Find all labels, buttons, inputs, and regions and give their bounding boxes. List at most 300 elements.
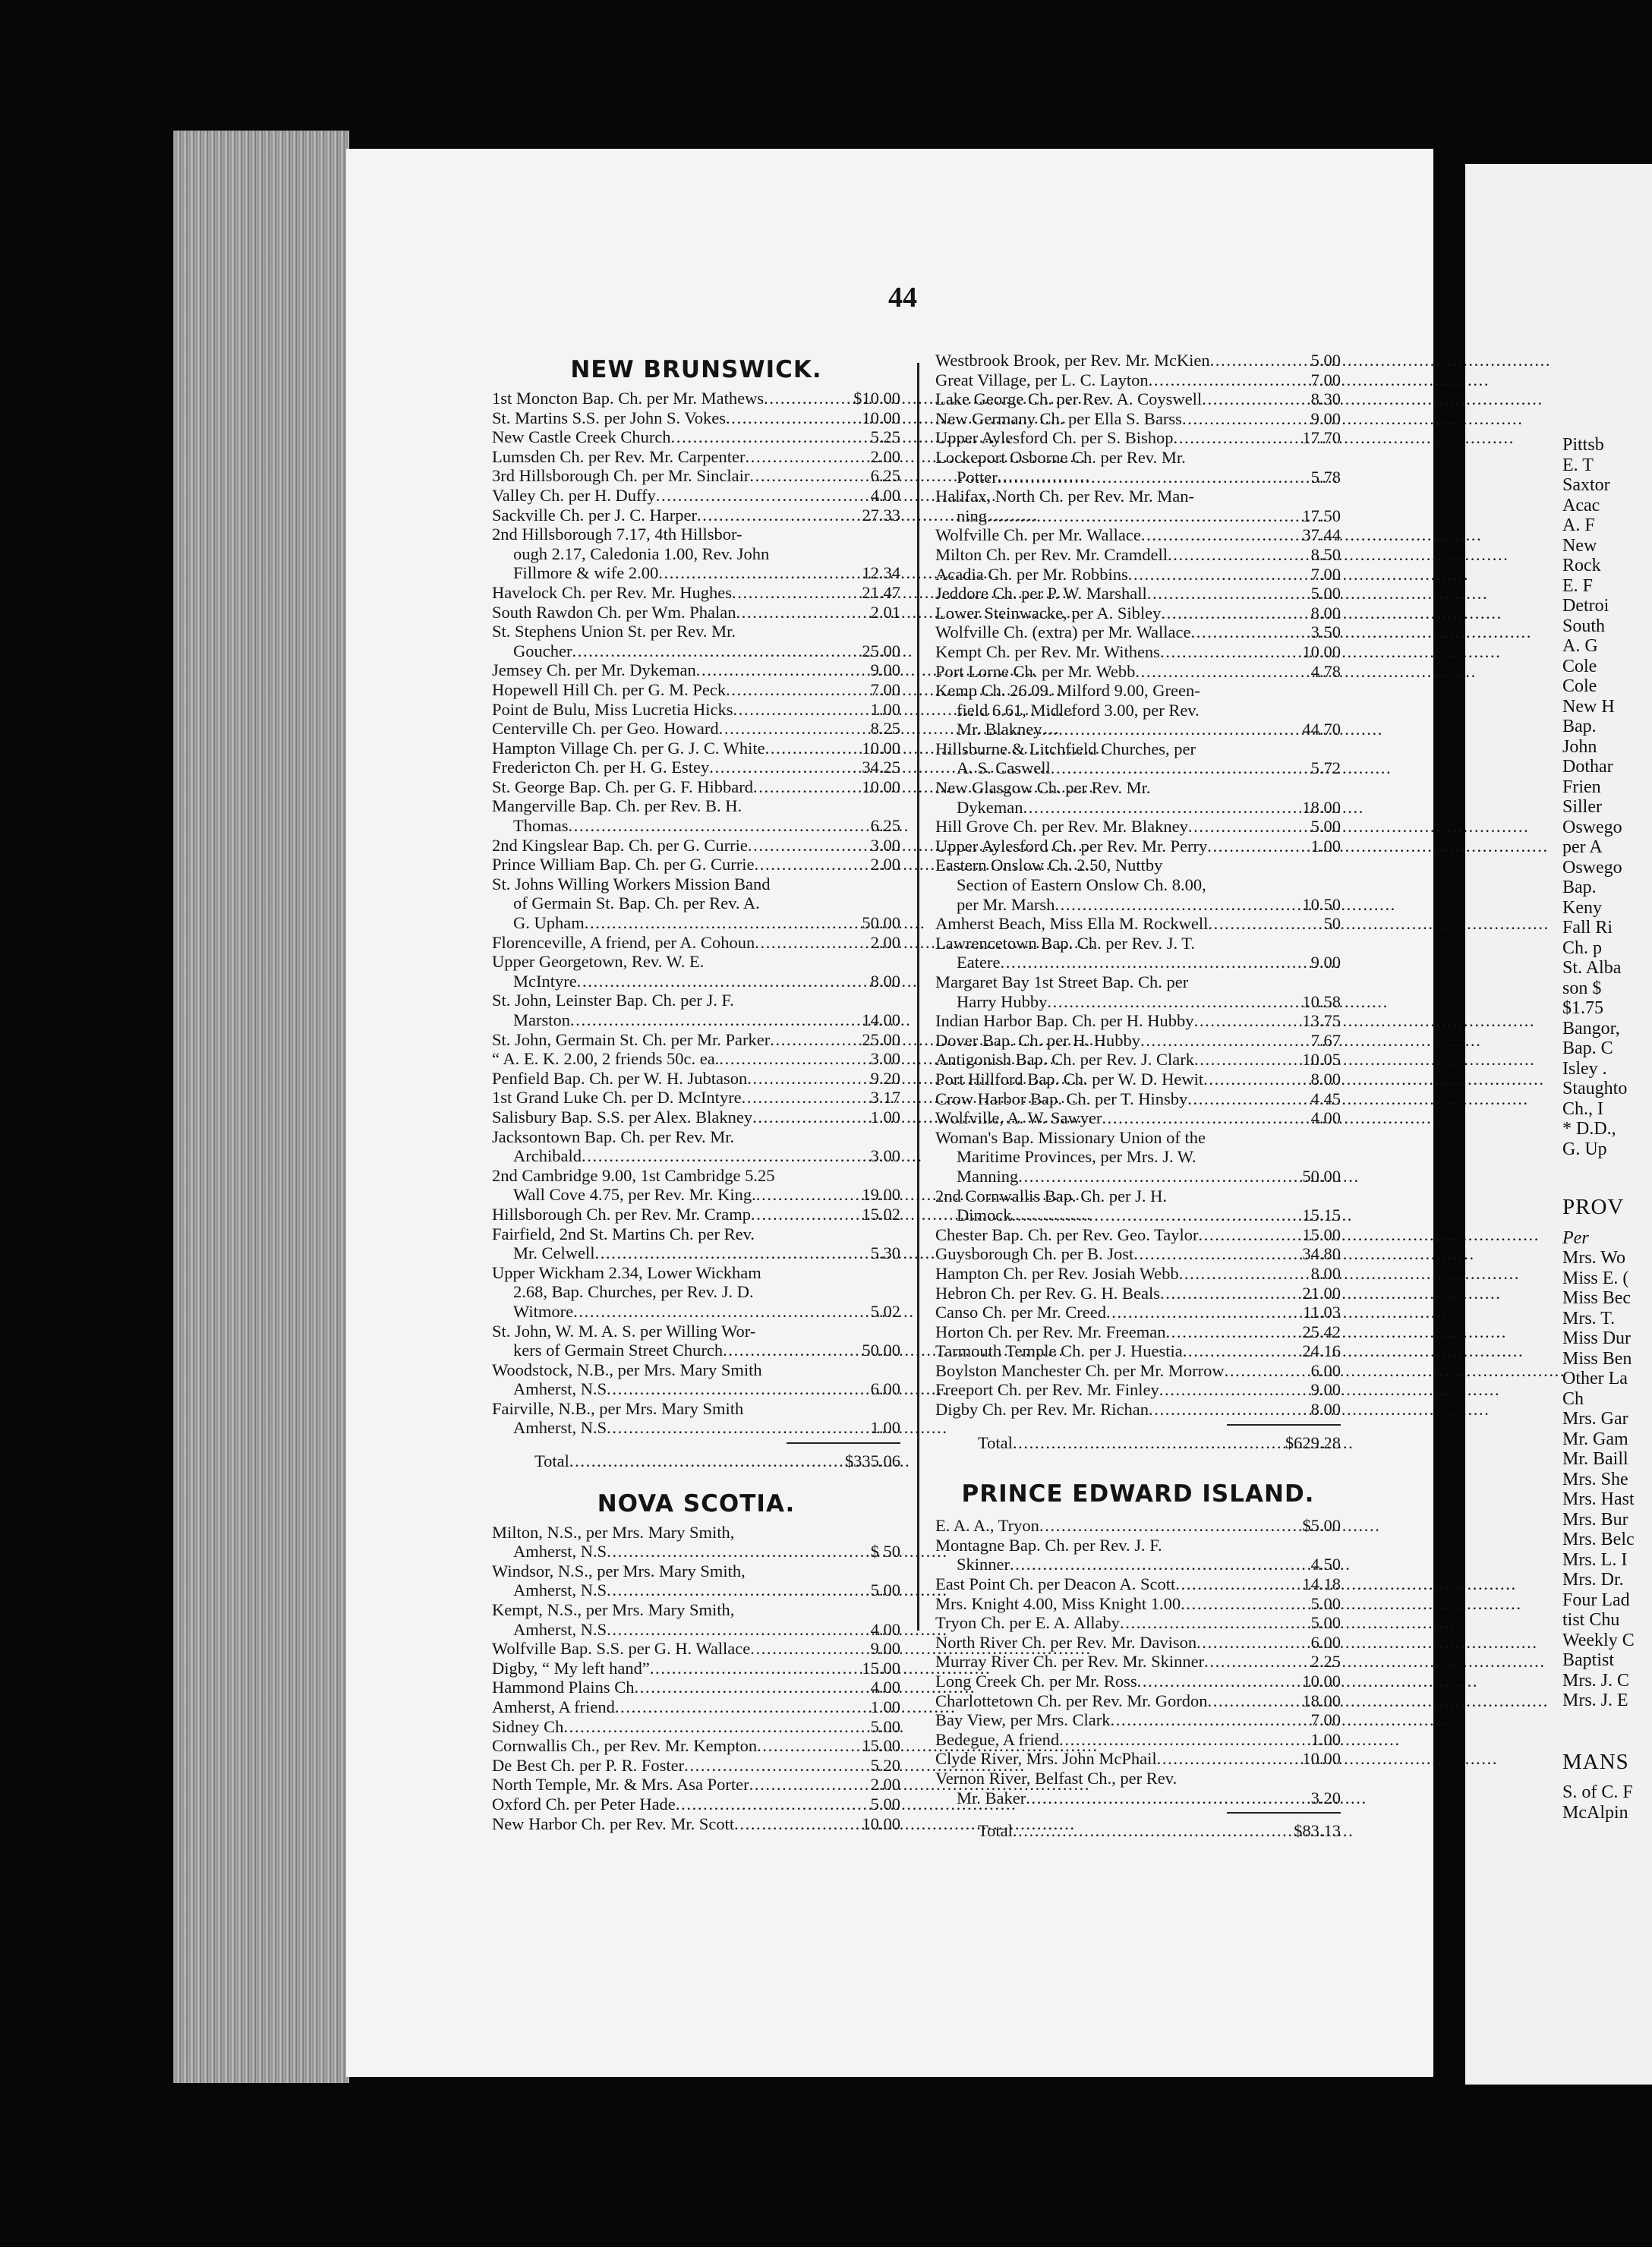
entry-text: Hillsborough Ch. per Rev. Mr. Cramp <box>492 1204 752 1224</box>
dot-leader <box>726 680 852 700</box>
ledger-entry <box>492 427 900 447</box>
entry-amount: 10.05 <box>1302 1050 1341 1070</box>
entry-text: Kempt Ch. per Rev. Mr. Withens <box>935 641 1160 661</box>
dot-leader <box>1225 1361 1292 1381</box>
total-label: Total <box>978 1432 1013 1452</box>
ledger-entry <box>935 565 1341 585</box>
entry-amount: 9.00 <box>1310 1380 1341 1400</box>
ledger-entry <box>492 933 900 953</box>
entry-text: Port Hillford Bap. Ch. per W. D. Hewit <box>935 1069 1204 1089</box>
adjacent-page-text: Keny <box>1562 898 1602 918</box>
dot-leader <box>734 1814 852 1834</box>
entry-amount: 9.00 <box>870 660 900 680</box>
entry-text: Wolfville Ch. per Mr. Wallace <box>935 525 1141 545</box>
ledger-entry <box>492 1736 900 1756</box>
entry-text: Prince William Bap. Ch. per G. Currie <box>492 855 755 875</box>
entry-text: 2.68, Bap. Churches, per Rev. J. D. <box>513 1282 754 1302</box>
dot-leader <box>756 1185 852 1205</box>
dot-leader <box>569 1451 842 1471</box>
adjacent-page-text: son $ <box>1562 979 1602 998</box>
dot-leader <box>755 855 853 875</box>
adjacent-page-text: S. of C. F <box>1562 1782 1633 1802</box>
entry-text: Dover Bap. Ch. per H. Hubby <box>935 1030 1140 1050</box>
entry-text: Salisbury Bap. S.S. per Alex. Blakney <box>492 1107 753 1127</box>
dot-leader <box>1013 1433 1282 1453</box>
adjacent-page-text: $1.75 <box>1562 998 1603 1018</box>
entry-amount: 1.00 <box>870 699 900 719</box>
entry-amount: 8.00 <box>1310 603 1341 622</box>
dot-leader <box>573 1302 852 1322</box>
ledger-entry <box>492 525 900 583</box>
entry-amount: 6.00 <box>1310 1632 1341 1652</box>
dot-leader <box>1198 1225 1292 1245</box>
left-column <box>492 351 900 1833</box>
ledger-entry <box>935 1341 1341 1361</box>
entry-text: Dimock <box>957 1205 1012 1225</box>
entry-amount: 34.25 <box>862 758 900 777</box>
ledger-entry <box>935 1652 1341 1672</box>
dot-leader <box>650 1659 852 1678</box>
dot-leader <box>1012 1205 1293 1225</box>
adjacent-page-text: Cole <box>1562 657 1597 676</box>
entry-text: Hammond Plains Ch <box>492 1678 635 1697</box>
dot-leader <box>656 486 852 506</box>
dot-leader <box>1110 1710 1292 1730</box>
entry-text: Skinner <box>957 1555 1010 1574</box>
entry-amount: 34.80 <box>1302 1244 1341 1264</box>
entry-text: New Glasgow Ch. per Rev. Mr. <box>935 778 1151 798</box>
ledger-entry <box>492 486 900 506</box>
ledger-entry <box>935 1769 1341 1807</box>
entry-text: Harry Hubby <box>957 991 1048 1011</box>
ledger-entry <box>935 1613 1341 1633</box>
entry-text: of Germain St. Bap. Ch. per Rev. A. <box>513 893 760 913</box>
ledger-entry <box>935 428 1341 448</box>
entry-text: Centerville Ch. per Geo. Howard <box>492 719 719 739</box>
dot-leader <box>1175 1574 1292 1594</box>
dot-leader <box>1140 1031 1292 1051</box>
entry-amount: $10.00 <box>853 389 900 408</box>
entry-amount: 5.00 <box>870 1794 900 1814</box>
dot-leader <box>1047 992 1292 1012</box>
new-brunswick-heading: NEW BRUNSWICK. <box>570 356 822 383</box>
dot-leader <box>719 1049 852 1069</box>
dot-leader <box>1194 1050 1292 1070</box>
ledger-entry <box>492 1795 900 1814</box>
ledger-entry <box>935 525 1341 545</box>
ledger-entry <box>492 1399 900 1438</box>
adjacent-page-text: Ch <box>1562 1389 1584 1409</box>
dot-leader <box>1059 1730 1292 1750</box>
entry-amount: 4.00 <box>1310 1108 1341 1128</box>
dot-leader <box>1166 1322 1293 1342</box>
entry-text: Guysborough Ch. per B. Jost <box>935 1244 1134 1264</box>
new-brunswick-list <box>492 389 900 1438</box>
adjacent-page-text: Ch., I <box>1562 1099 1603 1119</box>
entry-text: Lawrencetown Bap. Ch. per Rev. J. T. <box>935 933 1195 953</box>
adjacent-page-text: Isley . <box>1562 1059 1607 1079</box>
ledger-entry <box>935 1400 1341 1420</box>
entry-amount: 10.00 <box>1302 641 1341 661</box>
adjacent-page-text: Mrs. J. C <box>1562 1671 1630 1691</box>
dot-leader <box>1210 351 1292 370</box>
entry-text: 1st Moncton Bap. Ch. per Mr. Mathews <box>492 389 765 408</box>
entry-text: Wolfville Bap. S.S. per G. H. Wallace <box>492 1639 751 1659</box>
adjacent-page-text: E. T <box>1562 455 1594 475</box>
dot-leader <box>1000 953 1292 972</box>
ledger-entry <box>935 1187 1341 1225</box>
entry-text: “ A. E. K. 2.00, 2 friends 50c. ea. <box>492 1049 720 1069</box>
entry-amount: 7.00 <box>870 679 900 699</box>
entry-text: Mr. Blakney <box>957 720 1042 739</box>
entry-text: Indian Harbor Bap. Ch. per H. Hubby <box>935 1011 1194 1031</box>
entry-amount: 8.00 <box>1310 1400 1341 1420</box>
entry-text: ning <box>957 506 988 525</box>
adjacent-page-text: tist Chu <box>1562 1610 1620 1630</box>
dot-leader <box>1174 428 1292 448</box>
dot-leader <box>1018 1167 1292 1187</box>
adjacent-page-text: Weekly C <box>1562 1631 1635 1650</box>
entry-text: De Best Ch. per P. R. Foster <box>492 1755 685 1775</box>
entry-text: Mr. Celwell <box>513 1243 595 1263</box>
dot-leader <box>607 1580 852 1600</box>
entry-amount: 15.00 <box>862 1736 900 1756</box>
dot-leader <box>998 468 1292 487</box>
entry-amount: 50.00 <box>862 913 900 933</box>
ledger-entry <box>492 1069 900 1089</box>
dot-leader <box>709 758 852 777</box>
entry-text: Sidney Ch <box>492 1716 564 1736</box>
nova-scotia-list-right <box>935 351 1341 1420</box>
ledger-entry <box>935 1011 1341 1031</box>
adjacent-page-text: Baptist <box>1562 1650 1615 1670</box>
entry-text: Montagne Bap. Ch. per Rev. J. F. <box>935 1535 1162 1555</box>
ledger-entry <box>492 1030 900 1050</box>
dot-leader <box>1055 895 1292 915</box>
entry-text: St. Stephens Union St. per Rev. Mr. <box>492 622 736 641</box>
entry-text: Amherst, N.S <box>513 1542 607 1562</box>
ledger-entry <box>935 817 1341 837</box>
entry-text: Great Village, per L. C. Layton <box>935 370 1149 389</box>
entry-text: Woodstock, N.B., per Mrs. Mary Smith <box>492 1360 762 1379</box>
entry-text: Tryon Ch. per E. A. Allaby <box>935 1613 1120 1633</box>
ledger-entry <box>935 778 1341 817</box>
adjacent-page-text: Mrs. Gar <box>1562 1409 1628 1429</box>
dot-leader <box>750 1639 852 1659</box>
entry-text: Crow Harbor Bap. Ch. per T. Hinsby <box>935 1089 1188 1108</box>
ledger-entry <box>492 466 900 486</box>
entry-text: Amherst Beach, Miss Ella M. Rockwell <box>935 914 1209 934</box>
entry-text: Mr. Baker <box>957 1788 1026 1807</box>
ledger-entry <box>492 1659 900 1678</box>
dot-leader <box>753 777 852 797</box>
adjacent-page-text: Mr. Gam <box>1562 1429 1628 1449</box>
ledger-entry <box>935 642 1341 662</box>
dot-leader <box>757 1736 852 1756</box>
ledger-entry <box>935 1574 1341 1594</box>
entry-text: Digby, “ My left hand” <box>492 1658 650 1678</box>
ledger-entry <box>935 487 1341 525</box>
entry-amount: 7.00 <box>1310 1710 1341 1730</box>
entry-text: 1st Grand Luke Ch. per D. McIntyre <box>492 1088 742 1108</box>
ledger-entry <box>935 1050 1341 1070</box>
entry-text: Havelock Ch. per Rev. Mr. Hughes <box>492 582 732 602</box>
adjacent-page-text: South <box>1562 616 1606 636</box>
ledger-entry <box>492 1678 900 1697</box>
entry-text: Bay View, per Mrs. Clark <box>935 1710 1111 1730</box>
total-amount: $629.28 <box>1285 1432 1341 1452</box>
entry-amount: 5.02 <box>870 1301 900 1321</box>
entry-amount: 7.67 <box>1310 1030 1341 1050</box>
adjacent-page-text: Bangor, <box>1562 1019 1620 1038</box>
entry-text: New Harbor Ch. per Rev. Mr. Scott <box>492 1814 735 1833</box>
entry-text: Long Creek Ch. per Mr. Ross <box>935 1672 1137 1691</box>
dot-leader <box>1208 914 1292 934</box>
dot-leader <box>1160 1284 1292 1303</box>
entry-text: Eastern Onslow Ch. 2.50, Nuttby <box>935 856 1163 875</box>
entry-amount: 5.00 <box>870 1716 900 1736</box>
ledger-entry <box>935 681 1341 739</box>
right-column <box>935 351 1341 1841</box>
total-label: Total <box>534 1451 569 1471</box>
ledger-entry <box>935 604 1341 623</box>
entry-amount: 15.02 <box>862 1204 900 1224</box>
entry-text: Upper Georgetown, Rev. W. E. <box>492 952 705 972</box>
dot-leader <box>1128 565 1292 585</box>
entry-amount: 14.00 <box>862 1010 900 1029</box>
adjacent-page-text: * D.D., <box>1562 1119 1616 1139</box>
entry-text: Jeddore Ch. per P. W. Marshall <box>935 584 1147 604</box>
entry-amount: 8.25 <box>870 719 900 739</box>
entry-text: St. Martins S.S. per John S. Vokes <box>492 408 726 427</box>
entry-amount: 15.00 <box>1302 1224 1341 1244</box>
dot-leader <box>1141 525 1292 545</box>
entry-text: Hill Grove Ch. per Rev. Mr. Blakney <box>935 817 1188 837</box>
dot-leader <box>1207 837 1292 856</box>
ledger-entry <box>935 1108 1341 1128</box>
entry-text: Charlottetown Ch. per Rev. Mr. Gordon <box>935 1691 1208 1710</box>
adjacent-page-text: Miss E. ( <box>1562 1268 1629 1288</box>
entry-amount: 1.00 <box>1310 1729 1341 1749</box>
entry-text: E. A. A., Tryon <box>935 1516 1039 1536</box>
dot-leader <box>1188 817 1292 837</box>
dot-leader <box>582 1146 852 1166</box>
entry-text: Windsor, N.S., per Mrs. Mary Smith, <box>492 1561 746 1580</box>
total-amount: $335.06 <box>844 1451 900 1471</box>
ledger-entry <box>492 1127 900 1166</box>
entry-amount: 5.00 <box>1310 1593 1341 1613</box>
entry-text: Manning <box>957 1166 1019 1186</box>
entry-text: Sackville Ch. per J. C. Harper <box>492 505 697 525</box>
dot-leader <box>726 408 852 428</box>
entry-amount: 1.00 <box>870 1107 900 1127</box>
entry-amount: 2.00 <box>870 1775 900 1795</box>
entry-text: Chester Bap. Ch. per Rev. Geo. Taylor <box>935 1224 1199 1244</box>
prince-edward-island-list <box>935 1516 1341 1807</box>
ledger-entry <box>935 1031 1341 1051</box>
dot-leader <box>1023 798 1292 818</box>
dot-leader <box>736 603 852 622</box>
adjacent-page-text: Bap. <box>1562 717 1597 736</box>
ledger-entry <box>492 506 900 525</box>
dot-leader <box>1120 1613 1292 1633</box>
entry-text: St. John, Germain St. Ch. per Mr. Parker <box>492 1029 771 1049</box>
entry-amount: 21.00 <box>1302 1283 1341 1303</box>
dot-leader <box>585 913 852 933</box>
ledger-entry <box>935 584 1341 604</box>
ledger-entry <box>492 952 900 991</box>
dot-leader <box>987 506 1292 526</box>
adjacent-page-text: Four Lad <box>1562 1590 1630 1610</box>
adjacent-page-text: Frien <box>1562 777 1601 797</box>
entry-text: Amherst, N.S <box>513 1580 607 1600</box>
ledger-entry <box>492 603 900 622</box>
entry-amount: 3.00 <box>870 835 900 855</box>
dot-leader <box>719 719 852 739</box>
ledger-entry <box>492 836 900 856</box>
dot-leader <box>615 1697 852 1717</box>
entry-text: Kemp Ch. 26.09. Milford 9.00, Green- <box>935 681 1200 701</box>
ledger-entry <box>935 448 1341 487</box>
entry-text: Jemsey Ch. per Mr. Dykeman <box>492 660 696 680</box>
entry-text: Hebron Ch. per Rev. G. H. Beals <box>935 1283 1160 1303</box>
entry-amount: 3.00 <box>870 1146 900 1166</box>
entry-text: Margaret Bay 1st Street Bap. Ch. per <box>935 972 1189 991</box>
entry-amount: 18.00 <box>1302 1691 1341 1710</box>
entry-amount: 2.01 <box>870 602 900 622</box>
ledger-entry <box>935 837 1341 856</box>
entry-amount: 10.00 <box>862 777 900 796</box>
entry-text: Lumsden Ch. per Rev. Mr. Carpenter <box>492 446 746 466</box>
entry-text: ough 2.17, Caledonia 1.00, Rev. John <box>513 544 770 563</box>
dot-leader <box>747 1069 852 1089</box>
entry-amount: 8.30 <box>1310 389 1341 409</box>
ledger-entry <box>492 583 900 603</box>
ledger-entry <box>935 1594 1341 1614</box>
ledger-entry <box>492 700 900 720</box>
ledger-entry <box>935 1730 1341 1750</box>
entry-text: Florenceville, A friend, per A. Cohoun <box>492 932 755 952</box>
entry-amount: 9.00 <box>1310 408 1341 428</box>
prince-edward-island-total <box>935 1821 1341 1841</box>
dot-leader <box>684 1756 852 1776</box>
entry-text: field 6.61, Midleford 3.00, per Rev. <box>957 700 1200 720</box>
entry-text: St. John, Leinster Bap. Ch. per J. F. <box>492 991 734 1010</box>
dot-leader <box>570 1010 852 1030</box>
entry-text: Westbrook Brook, per Rev. Mr. McKien <box>935 351 1210 370</box>
entry-amount: 15.15 <box>1302 1205 1341 1225</box>
entry-text: Digby Ch. per Rev. Mr. Richan <box>935 1400 1149 1420</box>
entry-text: Hampton Ch. per Rev. Josiah Webb <box>935 1263 1179 1283</box>
adjacent-page-text: A. G <box>1562 636 1598 656</box>
ledger-entry <box>492 1756 900 1776</box>
dot-leader <box>1161 604 1292 623</box>
entry-text: 2nd Cornwallis Bap. Ch. per J. H. <box>935 1186 1167 1205</box>
adjacent-page-text: Bap. C <box>1562 1038 1613 1058</box>
dot-leader <box>572 641 852 661</box>
adjacent-page-text: Oswego <box>1562 818 1622 837</box>
dot-leader <box>749 466 852 486</box>
ledger-entry <box>935 1380 1341 1400</box>
ledger-entry <box>492 875 900 933</box>
dot-leader <box>1159 1380 1292 1400</box>
ledger-entry <box>492 1224 900 1263</box>
entry-text: A. S. Caswell <box>957 758 1051 778</box>
ledger-entry <box>935 1225 1341 1245</box>
entry-text: Kempt, N.S., per Mrs. Mary Smith, <box>492 1600 735 1620</box>
dot-leader <box>749 1775 852 1795</box>
dot-leader <box>1208 1691 1293 1711</box>
entry-amount: 10.50 <box>1302 894 1341 914</box>
entry-text: Amherst, N.S <box>513 1418 607 1438</box>
adjacent-page-text: Oswego <box>1562 858 1622 878</box>
entry-amount: 5.72 <box>1310 758 1341 778</box>
entry-text: Halifax, North Ch. per Rev. Mr. Man- <box>935 487 1194 506</box>
ledger-entry <box>935 1536 1341 1574</box>
ledger-entry <box>492 1639 900 1659</box>
dot-leader <box>1147 584 1292 604</box>
entry-amount: 2.00 <box>870 855 900 875</box>
adjacent-page-text: Miss Dur <box>1562 1328 1632 1348</box>
adjacent-page-text: New <box>1562 536 1597 556</box>
entry-text: Oxford Ch. per Peter Hade <box>492 1794 676 1814</box>
entry-text: kers of Germain Street Church <box>513 1341 724 1360</box>
dot-leader <box>1187 1089 1292 1109</box>
dot-leader <box>752 1108 852 1127</box>
adjacent-page-text: Mrs. Wo <box>1562 1248 1625 1268</box>
ledger-entry <box>492 1049 900 1069</box>
entry-text: Freeport Ch. per Rev. Mr. Finley <box>935 1380 1159 1400</box>
ledger-entry <box>492 622 900 660</box>
dot-leader <box>723 1341 852 1360</box>
adjacent-page-text: G. Up <box>1562 1139 1607 1159</box>
dot-leader <box>1039 1516 1292 1536</box>
adjacent-page-text: Rock <box>1562 556 1601 575</box>
entry-amount: 21.47 <box>862 582 900 602</box>
dot-leader <box>658 563 852 583</box>
entry-text: Potter <box>957 467 998 487</box>
ledger-entry <box>935 1672 1341 1691</box>
ledger-entry <box>492 739 900 758</box>
entry-amount: 4.00 <box>870 1678 900 1697</box>
dot-leader <box>1042 720 1293 739</box>
adjacent-page-text: Bap. <box>1562 878 1597 897</box>
entry-amount: 19.00 <box>862 1185 900 1205</box>
dot-leader <box>755 933 852 953</box>
dot-leader <box>607 1418 852 1438</box>
adjacent-page-text: E. F <box>1562 576 1594 596</box>
entry-amount: 10.00 <box>862 408 900 427</box>
ledger-entry <box>492 660 900 680</box>
ledger-entry <box>492 1600 900 1639</box>
entry-text: North Temple, Mr. & Mrs. Asa Porter <box>492 1775 749 1795</box>
entry-text: Acadia Ch. per Mr. Robbins <box>935 564 1128 584</box>
entry-amount: 9.00 <box>870 1639 900 1659</box>
column-divider <box>917 363 919 1631</box>
entry-amount: 4.45 <box>1310 1089 1341 1108</box>
entry-text: Bedegue, A friend <box>935 1729 1060 1749</box>
adjacent-page-fragment <box>1465 164 1652 2085</box>
adjacent-page-text: A. F <box>1562 515 1595 535</box>
dot-leader <box>733 700 852 720</box>
entry-text: Fillmore & wife 2.00 <box>513 563 659 583</box>
entry-amount: 50 <box>1323 914 1341 934</box>
entry-text: Mrs. Knight 4.00, Miss Knight 1.00 <box>935 1593 1181 1613</box>
entry-text: 2nd Hillsborough 7.17, 4th Hillsbor- <box>492 525 742 544</box>
adjacent-page-text: Per <box>1562 1228 1589 1248</box>
entry-text: Section of Eastern Onslow Ch. 8.00, <box>957 875 1206 895</box>
dot-leader <box>1179 1264 1292 1284</box>
